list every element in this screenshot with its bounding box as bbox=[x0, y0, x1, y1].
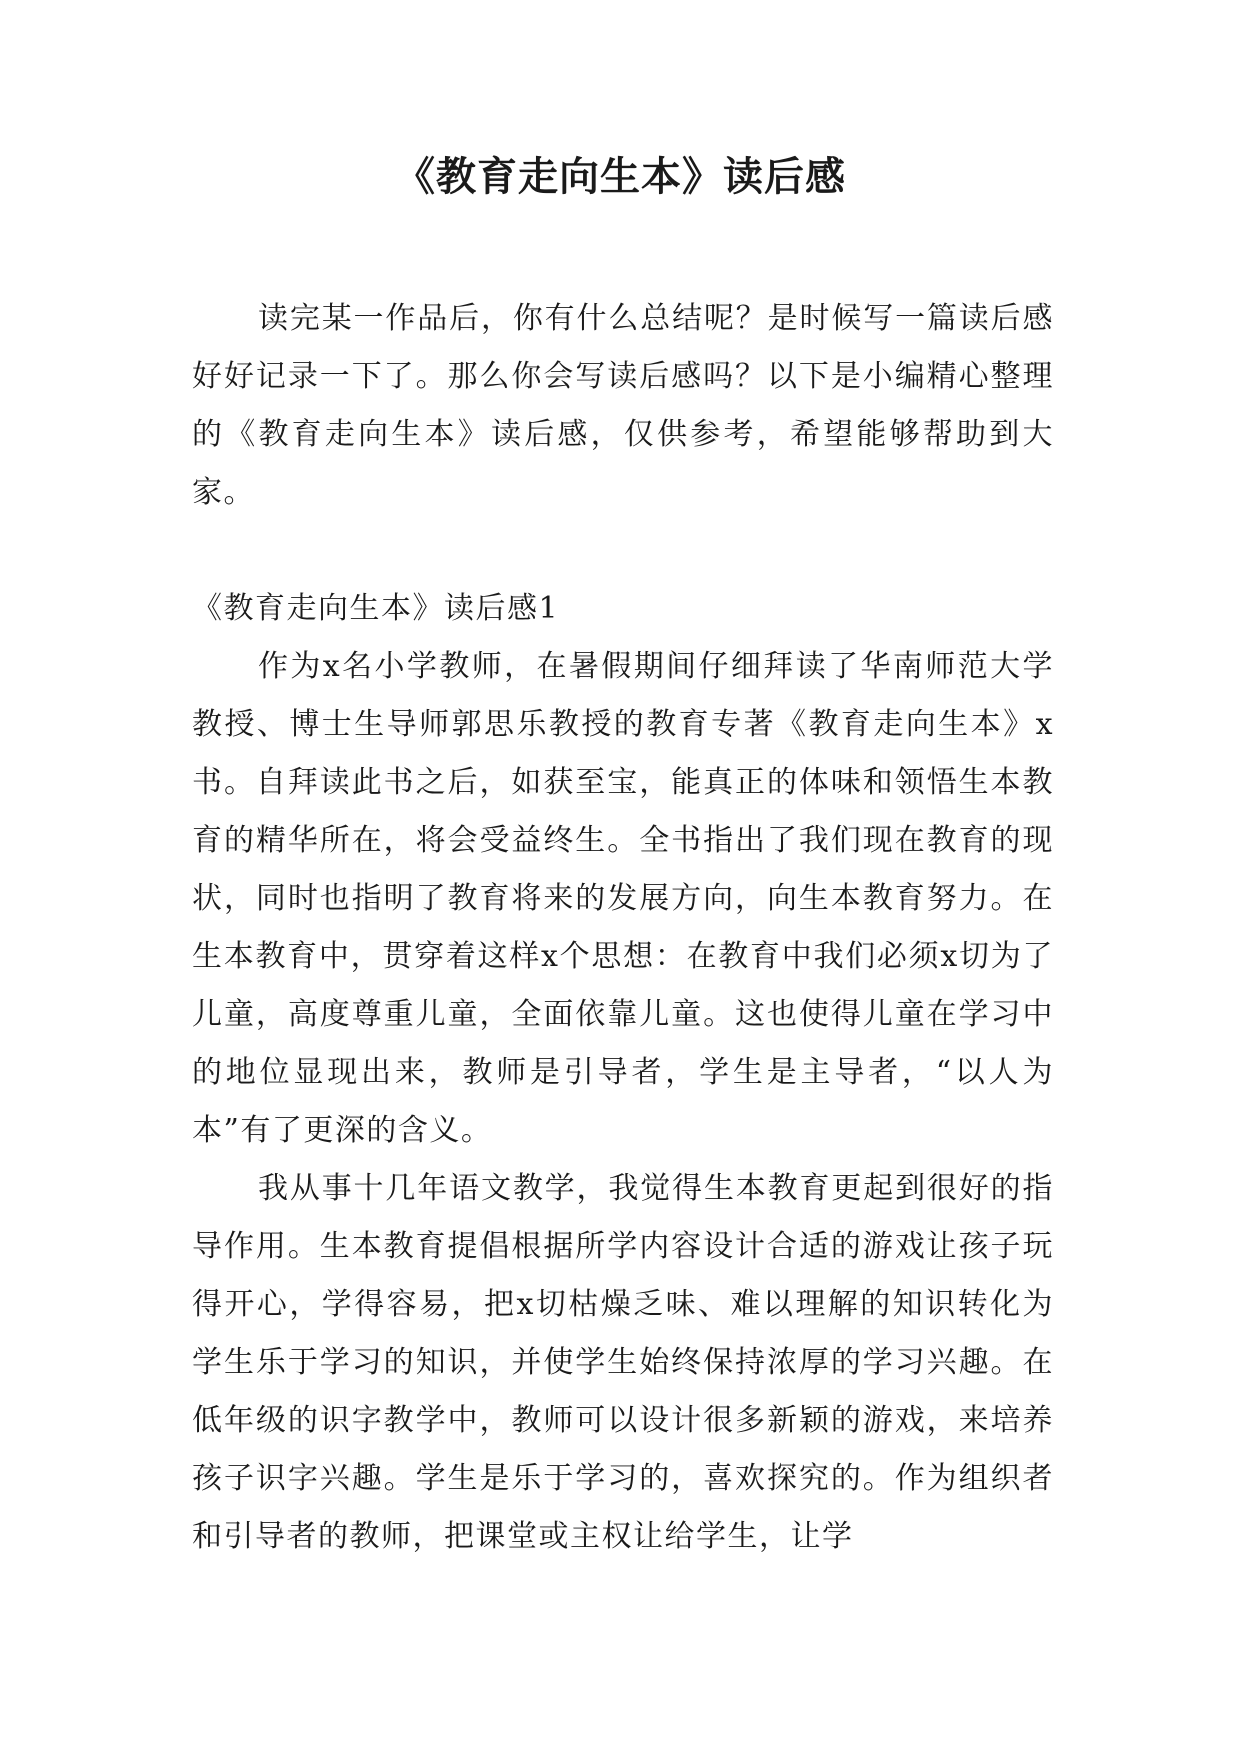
document-title: 《教育走向生本》读后感 bbox=[395, 154, 846, 200]
document-body bbox=[192, 290, 1054, 1566]
section-paragraph-2: 我从事十几年语文教学，我觉得生本教育更起到很好的指导作用。生本教育提倡根据所学内容设计合适的游戏让孩子玩得开心，学得容易，把x切枯燥乏味、难以理解的知识转化为学生乐于学习的知识，并使学生始终保持浓厚的学习兴趣。在低年级的识字教学中，教师可以设计很多新颖的游戏，来培养孩子识字兴趣。学生是乐于学习的，喜欢探究的。作为组织者和引导者的教师，把课堂或主权让给学生，让学 bbox=[192, 1171, 1054, 1554]
section-paragraph-1: 作为x名小学教师，在暑假期间仔细拜读了华南师范大学教授、博士生导师郭思乐教授的教育专著《教育走向生本》x书。自拜读此书之后，如获至宝，能真正的体味和领悟生本教育的精华所在，将会受益终生。全书指出了我们现在教育的现状，同时也指明了教育将来的发展方向，向生本教育努力。在生本教育中，贯穿着这样x个思想：在教育中我们必须x切为了儿童，高度尊重儿童，全面依靠儿童。这也使得儿童在学习中的地位显现出来，教师是引导者，学生是主导者，“以人为本”有了更深的含义。 bbox=[192, 649, 1054, 1148]
intro-paragraph: 读完某一作品后，你有什么总结呢？是时候写一篇读后感好好记录一下了。那么你会写读后感吗？以下是小编精心整理的《教育走向生本》读后感，仅供参考，希望能够帮助到大家。 bbox=[192, 301, 1054, 510]
section-1 bbox=[192, 580, 1054, 1566]
section-heading: 《教育走向生本》读后感1 bbox=[192, 591, 560, 626]
